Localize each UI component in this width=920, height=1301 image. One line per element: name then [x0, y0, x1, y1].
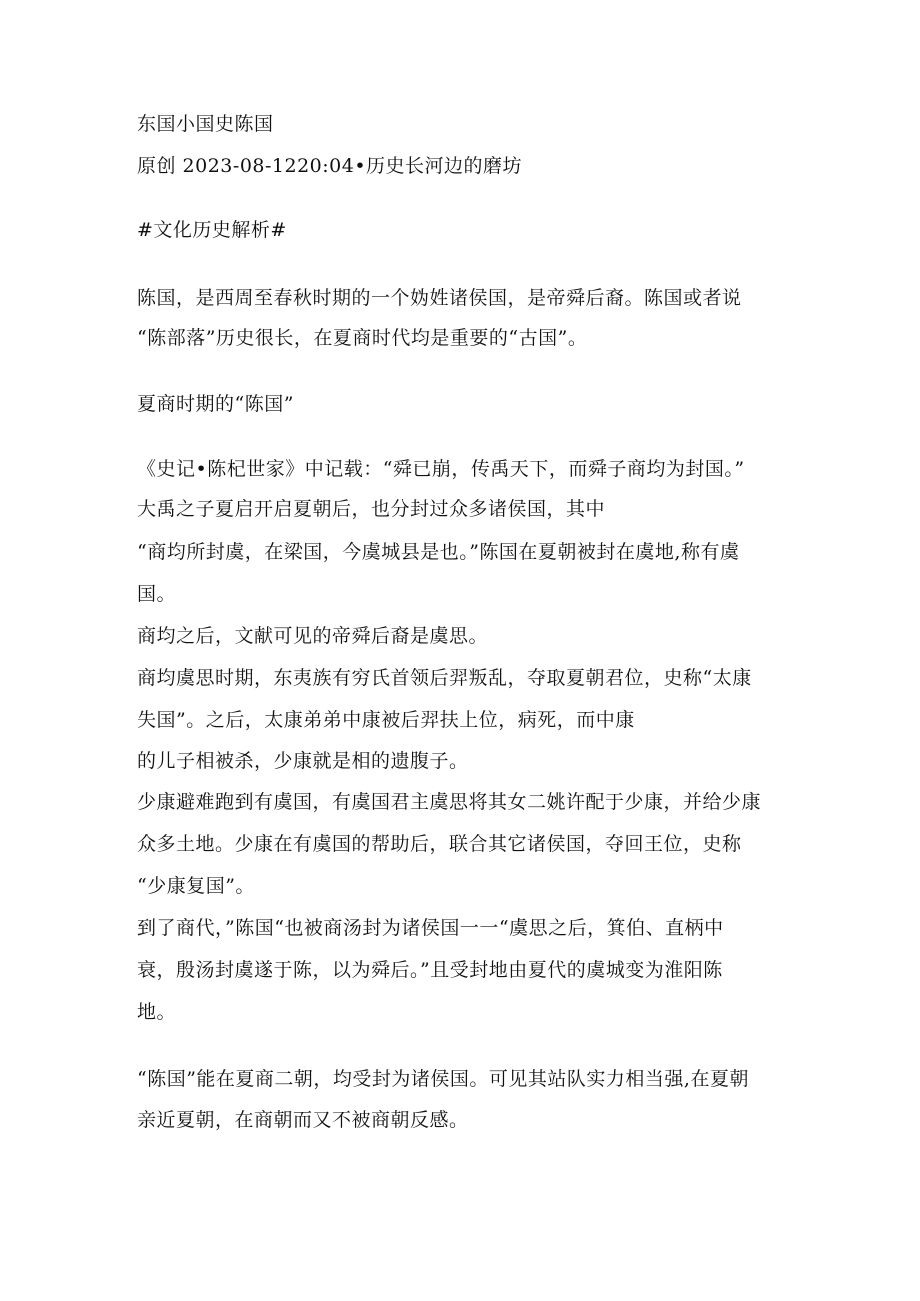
paragraph-line: “少康复国”。	[137, 875, 255, 897]
paragraph-line: 少康避难跑到有虞国，有虞国君主虞思将其女二姚许配于少康，并给少康	[137, 791, 762, 813]
paragraph-line: 到了商代，”陈国“也被商汤封为诸侯国一一“虞思之后，箕伯、直柄中	[137, 917, 724, 939]
paragraph-line: 国。	[137, 583, 177, 605]
paragraph-line: 地。	[137, 1001, 177, 1023]
paragraph-line: 商均之后，文献可见的帝舜后裔是虞思。	[137, 625, 489, 647]
paragraph-line: 大禹之子夏启开启夏朝后，也分封过众多诸侯国，其中	[137, 498, 606, 520]
article-meta: 原创 2023-08-1220:04•历史长河边的磨坊	[137, 155, 523, 177]
paragraph-line: 的儿子相被杀，少康就是相的遗腹子。	[137, 750, 469, 772]
paragraph-line: 众多土地。少康在有虞国的帮助后，联合其它诸侯国，夺回王位，史称	[137, 833, 742, 855]
paragraph-line: “商均所封虞，在梁国，今虞城县是也。”陈国在夏朝被封在虞地,称有虞	[137, 541, 740, 563]
section-heading: 夏商时期的“陈国”	[137, 393, 294, 415]
paragraph-line: 衰，殷汤封虞遂于陈，以为舜后。”且受封地由夏代的虞城变为淮阳陈	[137, 959, 723, 981]
paragraph-line: 失国”。之后，太康弟弟中康被后羿扶上位，病死，而中康	[137, 709, 635, 731]
paragraph-line: 陈国，是西周至春秋时期的一个妫姓诸侯国，是帝舜后裔。陈国或者说	[137, 287, 742, 309]
article-tag: #文化历史解析#	[137, 219, 287, 241]
paragraph-line: 《史记•陈杞世家》中记载：“舜已崩，传禹天下，而舜子商均为封国。”	[137, 458, 745, 480]
paragraph-line: “陈部落”历史很长，在夏商时代均是重要的“古国”。	[137, 327, 588, 349]
paragraph-line: “陈国”能在夏商二朝，均受封为诸侯国。可见其站队实力相当强,在夏朝	[137, 1068, 749, 1090]
paragraph-line: 亲近夏朝，在商朝而又不被商朝反感。	[137, 1109, 469, 1131]
article-title: 东国小国史陈国	[137, 113, 274, 135]
paragraph-line: 商均虞思时期，东夷族有穷氏首领后羿叛乱，夺取夏朝君位，史称“太康	[137, 667, 752, 689]
